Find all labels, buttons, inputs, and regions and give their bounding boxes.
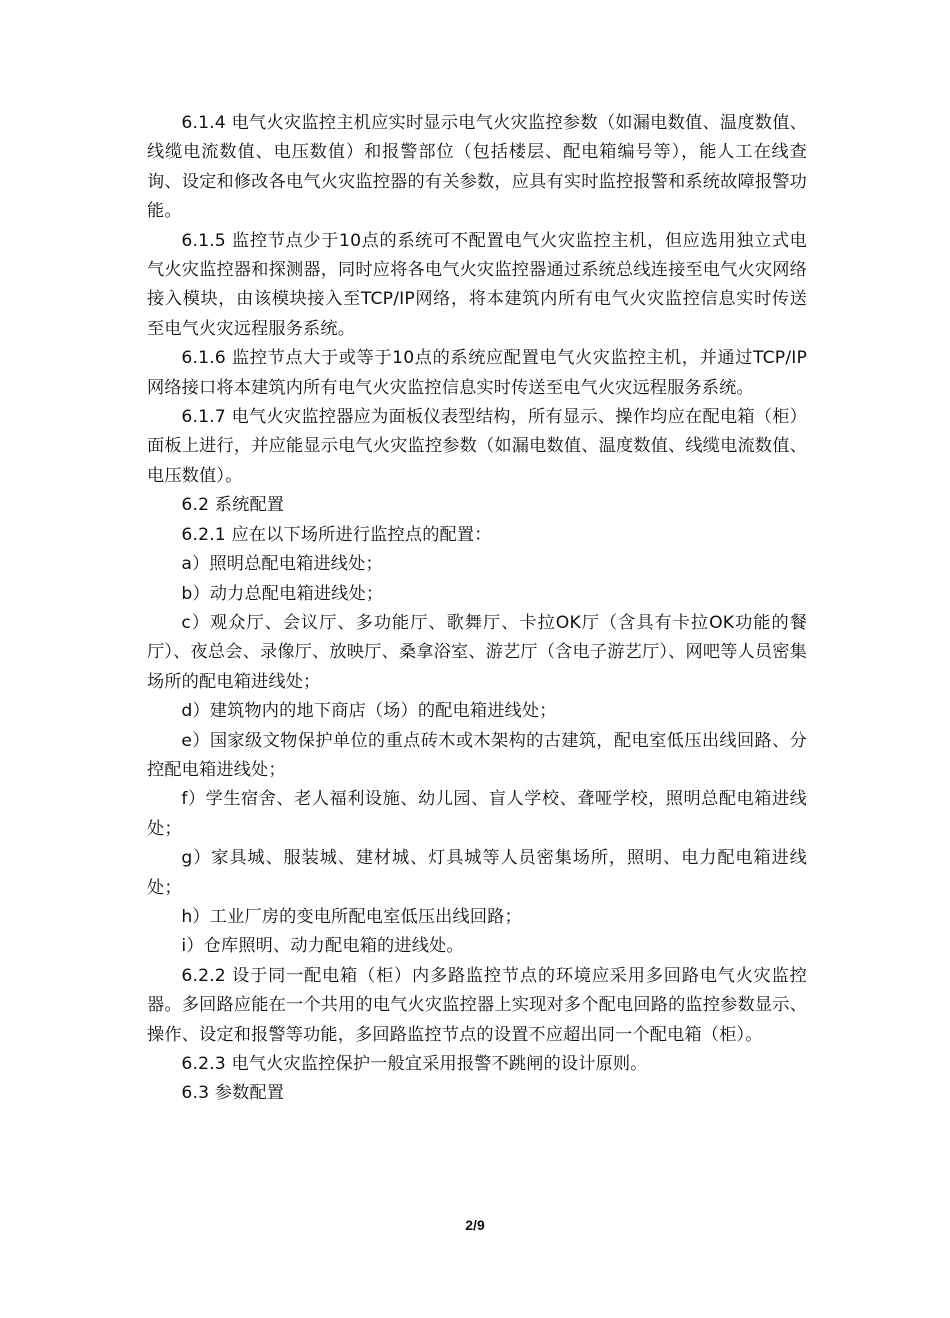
list-item-g: g）家具城、服装城、建材城、灯具城等人员密集场所，照明、电力配电箱进线处； <box>147 848 807 898</box>
list-item-a: a）照明总配电箱进线处； <box>181 554 383 575</box>
paragraph-6-2-3: 6.2.3 电气火灾监控保护一般宜采用报警不跳闸的设计原则。 <box>181 1054 648 1074</box>
paragraph-6-2-1: 6.2.1 应在以下场所进行监控点的配置： <box>181 524 492 545</box>
list-item-f: f）学生宿舍、老人福利设施、幼儿园、盲人学校、聋哑学校，照明总配电箱进线处； <box>147 789 807 839</box>
list-item-h: h）工业厂房的变电所配电室低压出线回路； <box>181 906 522 927</box>
page-number: 2/9 <box>465 1217 485 1233</box>
list-item-b: b）动力总配电箱进线处； <box>181 583 384 604</box>
section-heading-6-3: 6.3 参数配置 <box>181 1083 285 1104</box>
list-item-c: c）观众厅、会议厅、多功能厅、歌舞厅、卡拉OK厅（含具有卡拉OK功能的餐厅）、夜总会、录像厅、放映厅、桑拿浴室、游艺厅（含电子游艺厅）、网吧等人员密集场所的配电箱进线处； <box>147 612 807 692</box>
page-content <box>147 109 807 1109</box>
list-item-e: e）国家级文物保护单位的重点砖木或木架构的古建筑，配电室低压出线回路、分控配电箱进线处； <box>147 730 807 780</box>
paragraph-6-1-4: 6.1.4 电气火灾监控主机应实时显示电气火灾监控参数（如漏电数值、温度数值、线缆电流数值、电压数值）和报警部位（包括楼层、配电箱编号等），能人工在线查询、设定和修改各电气火灾监控器的有关参数，应具有实时监控报警和系统故障报警功能。 <box>147 113 807 222</box>
paragraph-6-1-7: 6.1.7 电气火灾监控器应为面板仪表型结构，所有显示、操作均应在配电箱（柜）面板上进行，并应能显示电气火灾监控参数（如漏电数值、温度数值、线缆电流数值、电压数值）。 <box>147 407 807 486</box>
paragraph-6-1-5: 6.1.5 监控节点少于10点的系统可不配置电气火灾监控主机，但应选用独立式电气火灾监控器和探测器，同时应将各电气火灾监控器通过系统总线连接至电气火灾网络接入模块，由该模块接入至TCP/IP网络，将本建筑内所有电气火灾监控信息实时传送至电气火灾远程服务系统。 <box>147 230 807 339</box>
list-item-i: i）仓库照明、动力配电箱的进线处。 <box>181 936 464 957</box>
section-heading-6-2: 6.2 系统配置 <box>181 495 285 516</box>
list-item-d: d）建筑物内的地下商店（场）的配电箱进线处； <box>181 701 557 722</box>
paragraph-6-2-2: 6.2.2 设于同一配电箱（柜）内多路监控节点的环境应采用多回路电气火灾监控器。多回路应能在一个共用的电气火灾监控器上实现对多个配电回路的监控参数显示、操作、设定和报警等功能，多回路监控节点的设置不应超出同一个配电箱（柜）。 <box>147 965 807 1045</box>
paragraph-6-1-6: 6.1.6 监控节点大于或等于10点的系统应配置电气火灾监控主机，并通过TCP/IP网络接口将本建筑内所有电气火灾监控信息实时传送至电气火灾远程服务系统。 <box>147 348 807 398</box>
